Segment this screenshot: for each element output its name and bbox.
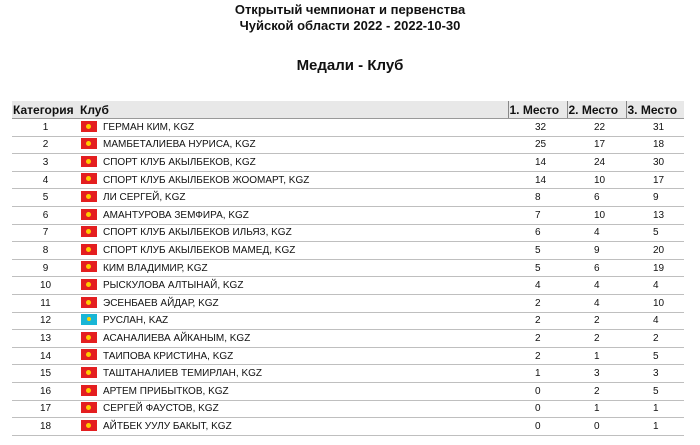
table-header-row <box>12 101 684 119</box>
silver-count-cell: 2 <box>567 312 626 330</box>
club-cell <box>79 400 508 418</box>
club-name: АЙТБЕК УУЛУ БАКЫТ, KGZ <box>103 420 232 432</box>
club-name: СПОРТ КЛУБ АКЫЛБЕКОВ, KGZ <box>103 156 256 168</box>
silver-count-cell: 4 <box>567 224 626 242</box>
table-row <box>12 242 684 260</box>
table-row <box>12 206 684 224</box>
club-cell <box>79 136 508 154</box>
club-name: СПОРТ КЛУБ АКЫЛБЕКОВ МАМЕД, KGZ <box>103 244 296 256</box>
club-cell <box>79 347 508 365</box>
gold-count-cell: 2 <box>508 312 567 330</box>
club-name: РУСЛАН, KAZ <box>103 315 169 327</box>
club-cell <box>79 171 508 189</box>
bronze-count-cell: 18 <box>626 136 684 154</box>
club-cell <box>79 312 508 330</box>
silver-count-cell: 9 <box>567 242 626 260</box>
gold-count-cell: 8 <box>508 189 567 207</box>
club-cell <box>79 242 508 260</box>
table-row <box>12 312 684 330</box>
bronze-count-cell: 1 <box>626 400 684 418</box>
column-header-category[interactable]: Категория <box>12 101 79 119</box>
gold-count-cell: 0 <box>508 382 567 400</box>
club-cell <box>79 330 508 348</box>
club-cell <box>79 277 508 295</box>
table-row <box>12 277 684 295</box>
column-header-club[interactable]: Клуб <box>79 101 508 119</box>
table-row <box>12 382 684 400</box>
rank-cell: 12 <box>12 312 79 330</box>
kyrgyzstan-flag-icon <box>81 279 97 290</box>
club-name: ЭСЕНБАЕВ АЙДАР, KGZ <box>103 297 219 309</box>
club-name: СЕРГЕЙ ФАУСТОВ, KGZ <box>103 403 219 415</box>
gold-count-cell: 2 <box>508 347 567 365</box>
club-cell <box>79 259 508 277</box>
club-name: КИМ ВЛАДИМИР, KGZ <box>103 262 208 274</box>
gold-count-cell: 1 <box>508 365 567 383</box>
silver-count-cell: 17 <box>567 136 626 154</box>
bronze-count-cell: 5 <box>626 347 684 365</box>
bronze-count-cell: 17 <box>626 171 684 189</box>
bronze-count-cell: 2 <box>626 330 684 348</box>
bronze-count-cell: 5 <box>626 382 684 400</box>
club-cell <box>79 294 508 312</box>
kyrgyzstan-flag-icon <box>81 385 97 396</box>
club-name: АРТЕМ ПРИБЫТКОВ, KGZ <box>103 385 229 397</box>
page-title <box>0 2 700 34</box>
silver-count-cell: 4 <box>567 277 626 295</box>
silver-count-cell: 4 <box>567 294 626 312</box>
bronze-count-cell: 13 <box>626 206 684 224</box>
table-row <box>12 400 684 418</box>
gold-count-cell: 25 <box>508 136 567 154</box>
bronze-count-cell: 9 <box>626 189 684 207</box>
rank-cell: 13 <box>12 330 79 348</box>
kyrgyzstan-flag-icon <box>81 209 97 220</box>
table-row <box>12 189 684 207</box>
club-name: СПОРТ КЛУБ АКЫЛБЕКОВ ЖООМАРТ, KGZ <box>103 174 310 186</box>
gold-count-cell: 7 <box>508 206 567 224</box>
kyrgyzstan-flag-icon <box>81 261 97 272</box>
club-name: РЫСКУЛОВА АЛТЫНАЙ, KGZ <box>103 280 244 292</box>
rank-cell: 8 <box>12 242 79 260</box>
silver-count-cell: 0 <box>567 418 626 436</box>
club-cell <box>79 189 508 207</box>
club-cell <box>79 365 508 383</box>
rank-cell: 1 <box>12 119 79 137</box>
gold-count-cell: 14 <box>508 171 567 189</box>
club-name: АСАНАЛИЕВА АЙКАНЫМ, KGZ <box>103 332 251 344</box>
kyrgyzstan-flag-icon <box>81 402 97 413</box>
club-cell <box>79 154 508 172</box>
club-name: ТАШТАНАЛИЕВ ТЕМИРЛАН, KGZ <box>103 368 263 380</box>
club-name: АМАНТУРОВА ЗЕМФИРА, KGZ <box>103 209 249 221</box>
bronze-count-cell: 30 <box>626 154 684 172</box>
rank-cell: 14 <box>12 347 79 365</box>
club-name: СПОРТ КЛУБ АКЫЛБЕКОВ ИЛЬЯЗ, KGZ <box>103 227 292 239</box>
silver-count-cell: 2 <box>567 382 626 400</box>
table-row <box>12 330 684 348</box>
kyrgyzstan-flag-icon <box>81 173 97 184</box>
club-name: ГЕРМАН КИМ, KGZ <box>103 121 195 133</box>
rank-cell: 17 <box>12 400 79 418</box>
title-line-2: Чуйской области 2022 - 2022-10-30 <box>239 18 461 33</box>
kazakhstan-flag-icon <box>81 314 97 325</box>
rank-cell: 16 <box>12 382 79 400</box>
silver-count-cell: 6 <box>567 189 626 207</box>
gold-count-cell: 6 <box>508 224 567 242</box>
club-name: МАМБЕТАЛИЕВА НУРИСА, KGZ <box>103 139 256 151</box>
gold-count-cell: 0 <box>508 400 567 418</box>
table-row <box>12 259 684 277</box>
bronze-count-cell: 3 <box>626 365 684 383</box>
column-header-gold[interactable]: 1. Место <box>508 101 567 119</box>
club-cell <box>79 224 508 242</box>
medals-table <box>12 101 684 436</box>
bronze-count-cell: 10 <box>626 294 684 312</box>
silver-count-cell: 1 <box>567 400 626 418</box>
kyrgyzstan-flag-icon <box>81 297 97 308</box>
gold-count-cell: 4 <box>508 277 567 295</box>
silver-count-cell: 2 <box>567 330 626 348</box>
gold-count-cell: 14 <box>508 154 567 172</box>
table-row <box>12 365 684 383</box>
rank-cell: 11 <box>12 294 79 312</box>
table-row <box>12 294 684 312</box>
silver-count-cell: 1 <box>567 347 626 365</box>
rank-cell: 10 <box>12 277 79 295</box>
table-row <box>12 154 684 172</box>
table-row <box>12 119 684 137</box>
gold-count-cell: 0 <box>508 418 567 436</box>
rank-cell: 7 <box>12 224 79 242</box>
gold-count-cell: 5 <box>508 259 567 277</box>
club-cell <box>79 382 508 400</box>
club-name: ЛИ СЕРГЕЙ, KGZ <box>103 192 186 204</box>
title-line-1: Открытый чемпионат и первенства <box>234 2 466 17</box>
club-cell <box>79 119 508 137</box>
silver-count-cell: 10 <box>567 206 626 224</box>
kyrgyzstan-flag-icon <box>81 138 97 149</box>
rank-cell: 2 <box>12 136 79 154</box>
table-row <box>12 347 684 365</box>
table-row <box>12 171 684 189</box>
gold-count-cell: 2 <box>508 294 567 312</box>
rank-cell: 3 <box>12 154 79 172</box>
rank-cell: 18 <box>12 418 79 436</box>
rank-cell: 4 <box>12 171 79 189</box>
kyrgyzstan-flag-icon <box>81 420 97 431</box>
kyrgyzstan-flag-icon <box>81 244 97 255</box>
table-row <box>12 224 684 242</box>
silver-count-cell: 3 <box>567 365 626 383</box>
kyrgyzstan-flag-icon <box>81 332 97 343</box>
bronze-count-cell: 4 <box>626 312 684 330</box>
column-header-bronze[interactable]: 3. Место <box>626 101 684 119</box>
gold-count-cell: 32 <box>508 119 567 137</box>
kyrgyzstan-flag-icon <box>81 226 97 237</box>
kyrgyzstan-flag-icon <box>81 367 97 378</box>
silver-count-cell: 24 <box>567 154 626 172</box>
kyrgyzstan-flag-icon <box>81 156 97 167</box>
silver-count-cell: 22 <box>567 119 626 137</box>
club-cell <box>79 206 508 224</box>
silver-count-cell: 6 <box>567 259 626 277</box>
gold-count-cell: 5 <box>508 242 567 260</box>
table-row <box>12 418 684 436</box>
bronze-count-cell: 31 <box>626 119 684 137</box>
silver-count-cell: 10 <box>567 171 626 189</box>
bronze-count-cell: 19 <box>626 259 684 277</box>
bronze-count-cell: 5 <box>626 224 684 242</box>
bronze-count-cell: 4 <box>626 277 684 295</box>
club-name: ТАИПОВА КРИСТИНА, KGZ <box>103 350 234 362</box>
bronze-count-cell: 1 <box>626 418 684 436</box>
column-header-silver[interactable]: 2. Место <box>567 101 626 119</box>
page-subtitle: Медали - Клуб <box>296 57 404 74</box>
rank-cell: 15 <box>12 365 79 383</box>
gold-count-cell: 2 <box>508 330 567 348</box>
table-row <box>12 136 684 154</box>
rank-cell: 9 <box>12 259 79 277</box>
kyrgyzstan-flag-icon <box>81 191 97 202</box>
kyrgyzstan-flag-icon <box>81 349 97 360</box>
kyrgyzstan-flag-icon <box>81 121 97 132</box>
bronze-count-cell: 20 <box>626 242 684 260</box>
rank-cell: 6 <box>12 206 79 224</box>
rank-cell: 5 <box>12 189 79 207</box>
club-cell <box>79 418 508 436</box>
